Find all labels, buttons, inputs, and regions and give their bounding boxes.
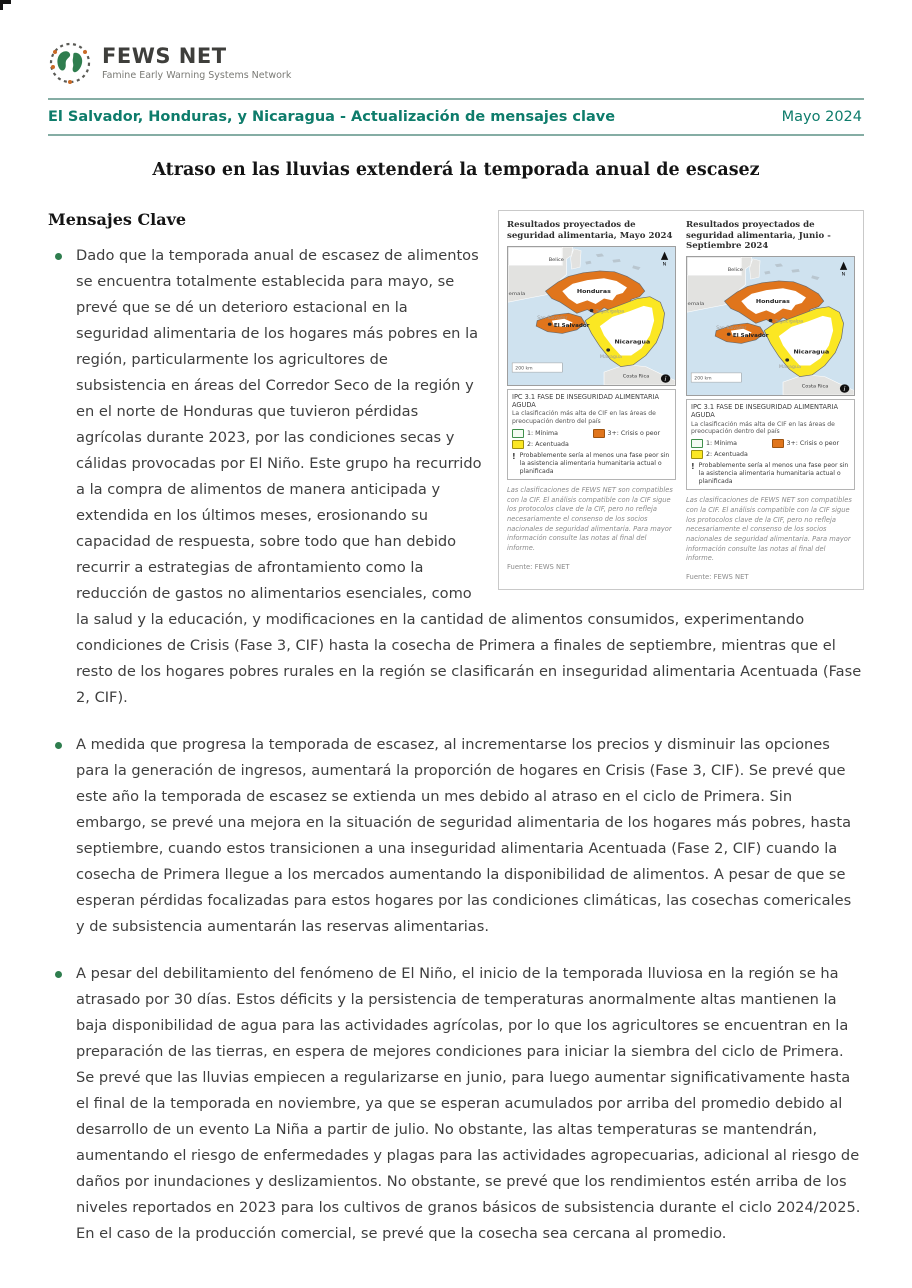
logo-tagline: Famine Early Warning Systems Network xyxy=(102,69,292,81)
scale-label: 200 km xyxy=(515,366,533,372)
phase3-label: 3+: Crisis o peor xyxy=(786,439,840,447)
report-body xyxy=(48,210,864,1247)
map-label-nicaragua: Nicaragua xyxy=(614,339,651,346)
legend-title: IPC 3.1 FASE DE INSEGURIDAD ALIMENTARIA AGUDA xyxy=(512,393,660,410)
figure-source: Fuente: FEWS NET xyxy=(507,562,570,571)
map-label-belize: Belice xyxy=(548,257,564,263)
figure-source: Fuente: FEWS NET xyxy=(686,573,749,582)
legend-subtitle: La clasificación más alta de CIF en las áreas de preocupación dentro del país xyxy=(691,420,835,436)
fews-net-wordmark xyxy=(102,45,291,80)
report-header-bar xyxy=(48,100,864,134)
document-title: Atraso en las lluvias extenderá la temporada anual de escasez xyxy=(152,160,760,180)
key-message-item: A pesar del debilitamiento del fenómeno de El Niño, el inicio de la temporada lluviosa en la región se ha atrasado por 30 días. Estos déficits y la persistencia de temperaturas anormalmente altas mantienen la baja disponibilidad de agua para las actividades agrícolas, por lo que los agricultores se encuentran en la preparación de las tierras, en espera de mejores condiciones para iniciar la siembra del ciclo de Primera. Se prevé que las lluvias empiecen a regularizarse en junio, para luego aumentar significativamente hasta el final de la temporada en noviembre, ya que se esperan acumulados por arriba del promedio debido al desarrollo de un evento La Niña a partir de julio. No obstante, las altas temperaturas se mantendrán, aumentando el riesgo de enfermedades y plagas para las actividades agropecuarias, adicional al riesgo de daños por inundaciones y deslizamientos. No obstante, se prevé que los rendimientos estén arriba de los niveles reportados en 2023 para los cultivos de granos básicos de subsistencia durante el ciclo 2024/2025. En el caso de la producción comercial, se prevé que la cosecha sea cercana al promedio. xyxy=(48,961,864,1247)
figure-footnote: Las clasificaciones de FEWS NET son compatibles con la CIF. El análisis compatible con la CIF sigue los protocolos clave de la CIF, pero no refleja necesariamente el consenso de los socios nacionales de seguridad alimentaria. Para mayor información consulte las notas al final del informe. xyxy=(507,485,673,553)
logo-name: FEWS NET xyxy=(102,44,227,69)
report-header xyxy=(48,36,864,136)
phase1-label: 1: Mínima xyxy=(706,439,738,447)
figure-footnote: Las clasificaciones de FEWS NET son compatibles con la CIF. El análisis compatible con la CIF sigue los protocolos clave de la CIF, pero no refleja necesariamente el consenso de los socios nacionales de seguridad alimentaria. Para mayor información consulte las notas al final del informe. xyxy=(686,496,852,563)
phase2-label: 2: Acentuada xyxy=(706,450,748,458)
key-messages-list xyxy=(48,243,864,1247)
phase3-label: 3+: Crisis o peor xyxy=(607,429,661,437)
phase2-label: 2: Acentuada xyxy=(527,440,569,448)
header-rule-bottom xyxy=(48,134,864,136)
report-date: Mayo 2024 xyxy=(781,109,862,125)
svg-text:i: i xyxy=(664,376,667,383)
fews-net-logo xyxy=(48,36,864,90)
map-label-el-salvador: El Salvador xyxy=(553,323,590,329)
north-label: N xyxy=(662,261,667,268)
map-label-managua: Managua xyxy=(599,355,622,360)
legend-title: IPC 3.1 FASE DE INSEGURIDAD ALIMENTARIA AGUDA xyxy=(691,403,839,420)
map-title-may: Resultados proyectados de seguridad alimentaria, Mayo 2024 xyxy=(507,220,673,241)
report-region-title: El Salvador, Honduras, y Nicaragua - Actualización de mensajes clave xyxy=(48,109,616,125)
exclamation-icon: ! xyxy=(691,461,695,471)
map-label-costa-rica: Costa Rica xyxy=(622,374,650,380)
fews-net-globe-icon xyxy=(48,41,92,85)
map-label-san-salvador: San Salvador xyxy=(537,316,568,322)
map-title-june-september: Resultados proyectados de seguridad alimentaria, Junio - Septiembre 2024 xyxy=(686,220,831,252)
legend-warning-text: Probablemente sería al menos una fase peor sin la asistencia alimentaria humanitaria actual o planificada xyxy=(519,451,670,475)
legend-subtitle: La clasificación más alta de CIF en las áreas de preocupación dentro del país xyxy=(512,410,656,426)
phase1-label: 1: Mínima xyxy=(527,429,559,437)
page-corner-artifact xyxy=(0,0,11,4)
key-message-item: A medida que progresa la temporada de escasez, al incrementarse los precios y disminuir las opciones para la generación de ingresos, aumentará la proporción de hogares en Crisis (Fase 3, CIF). Se prevé que este año la temporada de escasez se extienda un mes debido al atraso en el ciclo de Primera. Sin embargo, se prevé una mejora en la situación de seguridad alimentaria de los hogares más pobres, hasta septiembre, cuando estos transicionen a una inseguridad alimentaria Acentuada (Fase 2, CIF) cuando la cosecha de Primera llegue a los mercados aumentando la disponibilidad de alimentos. A pesar de que se esperan pérdidas focalizadas para estos hogares por las condiciones climáticas, las cosechas comericales y de subsistencia aumentarán las reservas alimentarias. xyxy=(48,732,864,940)
legend-warning-text: Probablemente sería al menos una fase peor sin la asistencia alimentaria humanitaria actual o planificada xyxy=(698,461,849,486)
map-label-tegucigalpa: Tegucigalpa xyxy=(595,309,625,315)
exclamation-icon: ! xyxy=(512,451,516,461)
map-label-honduras: Honduras xyxy=(576,289,611,295)
key-message-item: Dado que la temporada anual de escasez de alimentos se encuentra totalmente establecida para mayo, se prevé que se dé un deterioro estacional en la seguridad alimentaria de los hogares más pobres en la región, particularmente los agricultores de subsistencia en áreas del Corredor Seco de la región y en el norte de Honduras que tuvieron pérdidas agrícolas durante 2023, por las condiciones secas y cálidas provocadas por El Niño. Este grupo ha recurrido a la compra de alimentos de manera anticipada y extendida en los últimos meses, erosionando su capacidad de respuesta, sobre todo que han debido recurrir a estrategias de afrontamiento como la reducción de gastos no alimentarios esenciales, como la salud y la educación, y modificaciones en la cantidad de alimentos consumidos, experimentando condiciones de Crisis (Fase 3, CIF) hasta la cosecha de Primera a finales de septiembre, mientras que el resto de los hogares pobres rurales en la región se clasificarán en inseguridad alimentaria Acentuada (Fase 2, CIF). xyxy=(48,243,864,711)
section-heading-key-messages: Mensajes Clave xyxy=(48,210,187,229)
map-label-guatemala: emala xyxy=(508,291,526,297)
